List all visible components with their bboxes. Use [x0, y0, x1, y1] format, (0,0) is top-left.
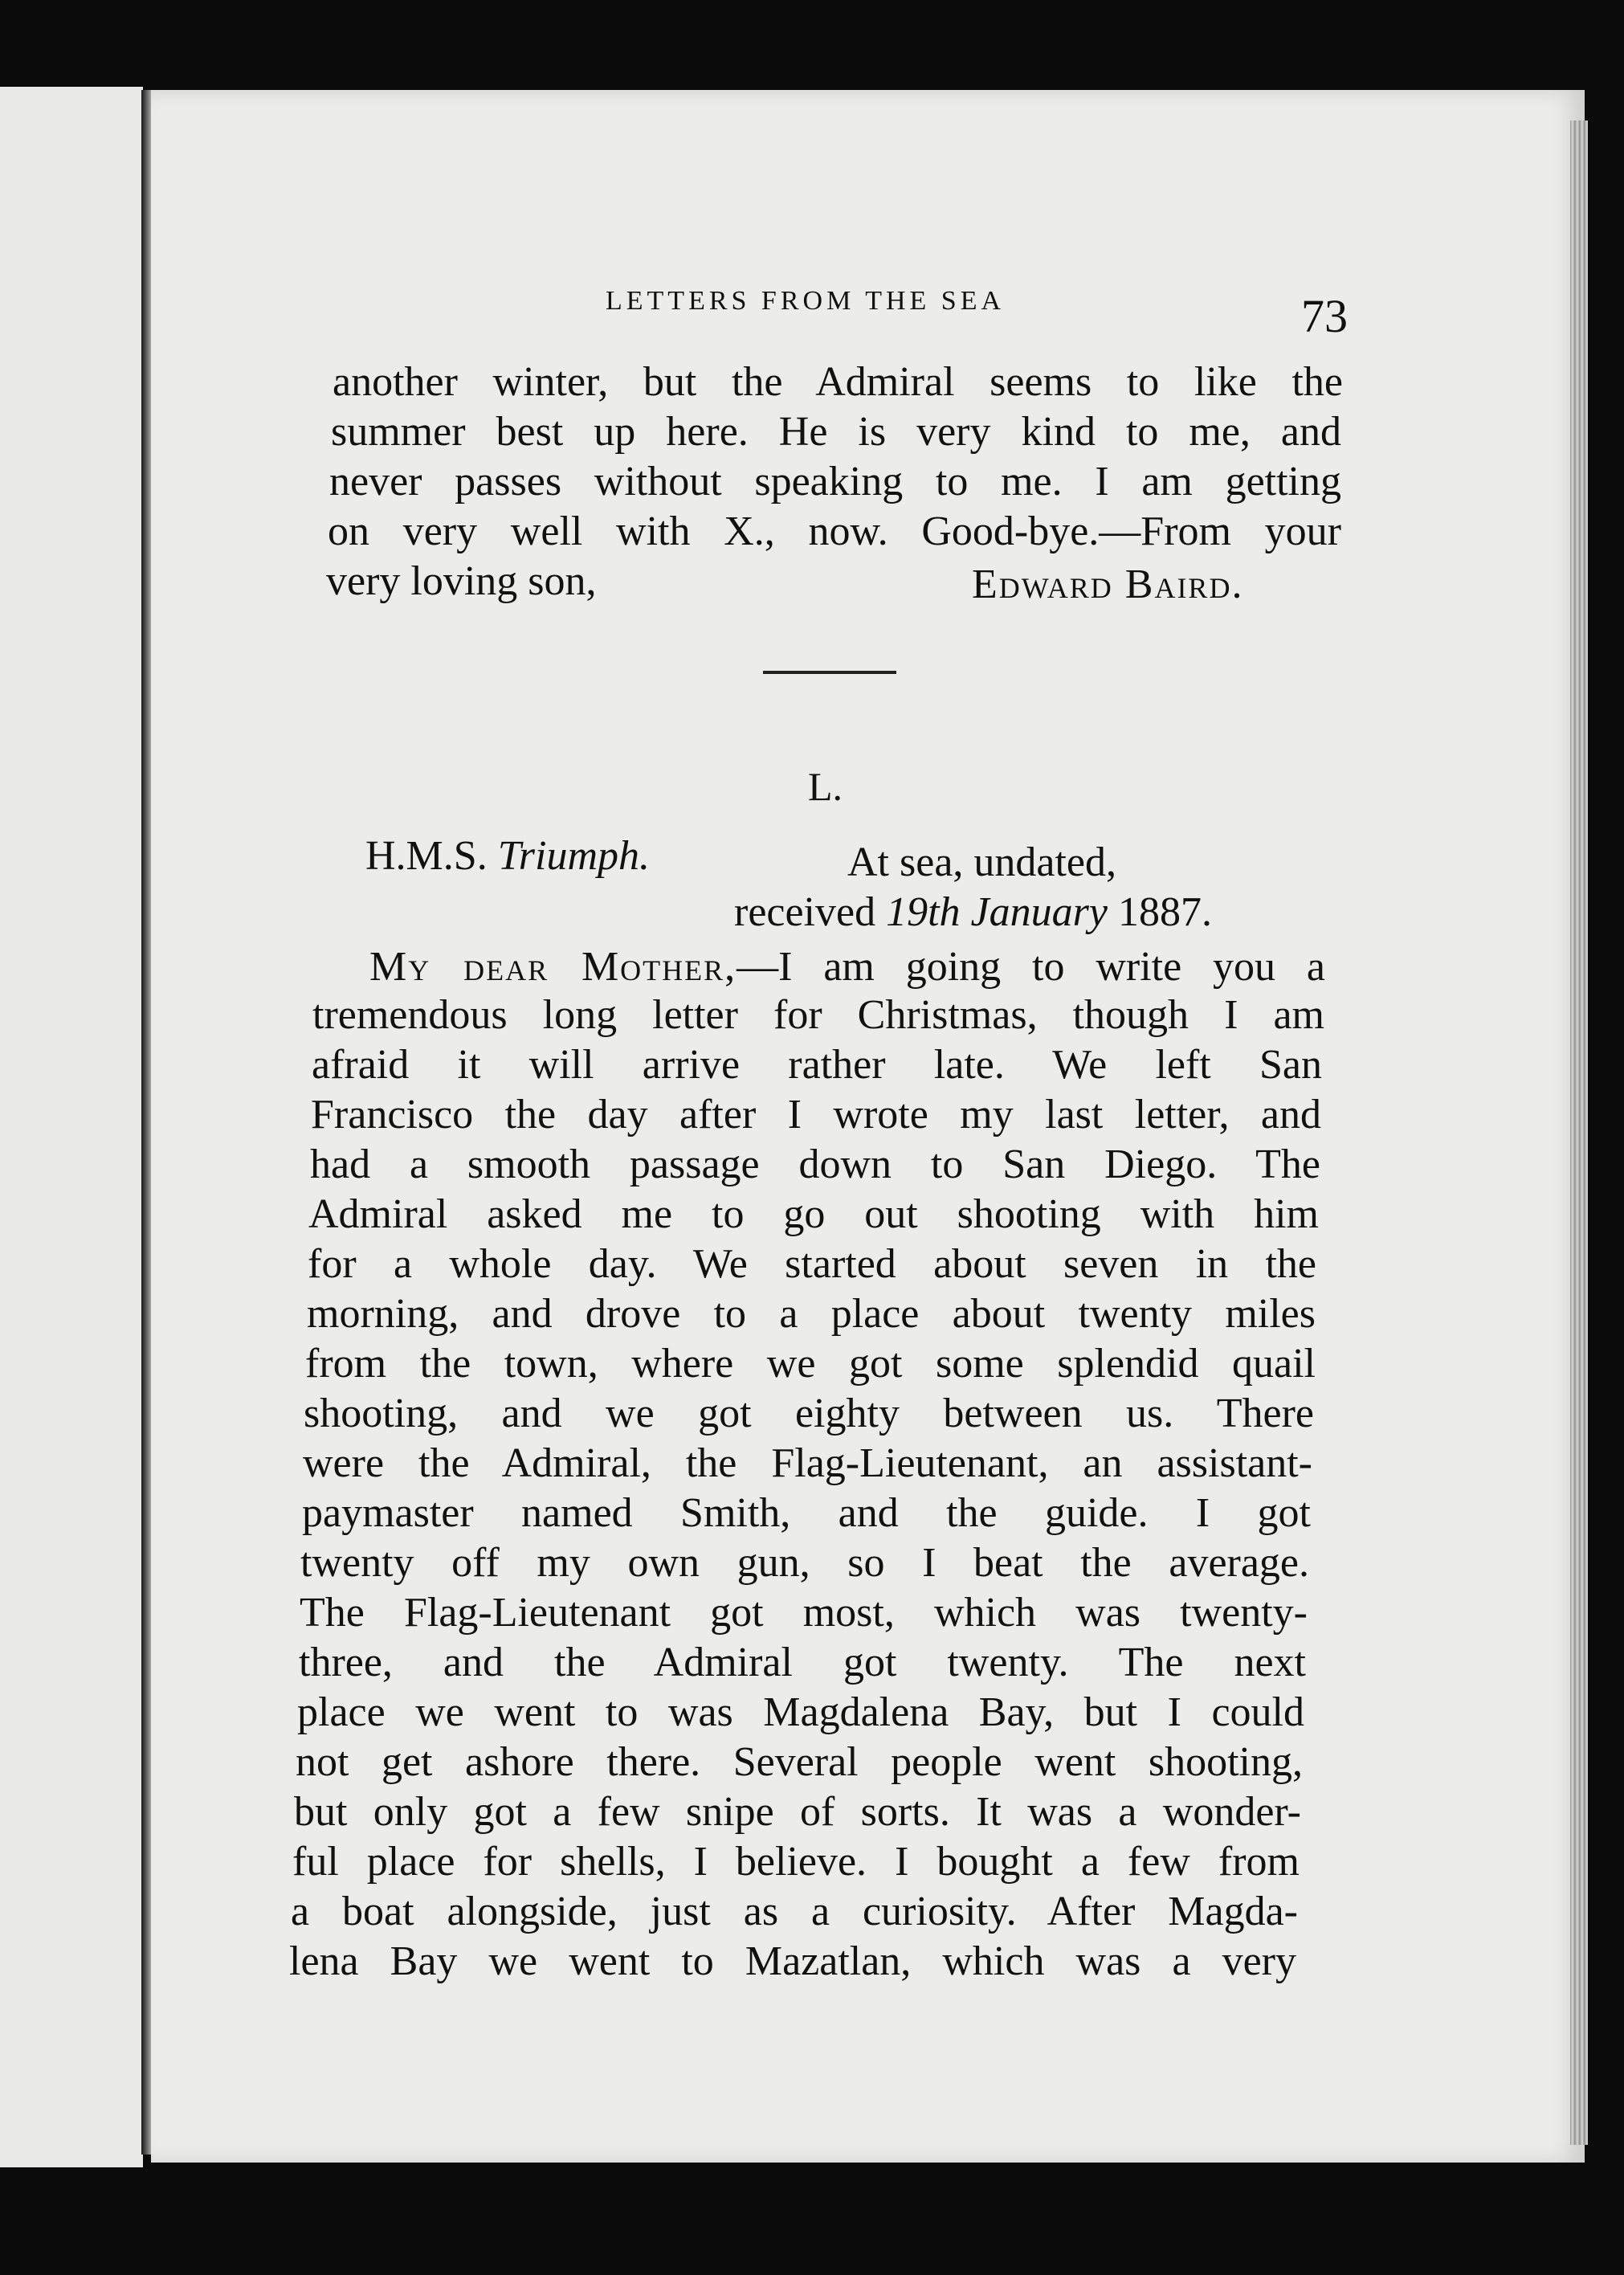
ship-prefix: H.M.S.	[365, 833, 488, 879]
text-line: another winter, but the Admiral seems to like the	[333, 359, 1343, 405]
signature: Edward Baird.	[972, 562, 1244, 607]
text-line: shooting, and we got eighty between us. There	[304, 1391, 1314, 1436]
text-line: summer best up here. He is very kind to me, and	[331, 409, 1341, 455]
text-line: place we went to was Magdalena Bay, but I could	[297, 1689, 1304, 1735]
text-line: from the town, where we got some splendid quail	[305, 1341, 1316, 1387]
text-line: not get ashore there. Several people went shooting,	[296, 1739, 1303, 1785]
text-line: for a whole day. We started about seven in the	[308, 1241, 1316, 1287]
text-line: were the Admiral, the Flag-Lieutenant, an assistant-	[303, 1440, 1312, 1486]
text-line: three, and the Admiral got twenty. The next	[299, 1640, 1306, 1685]
text-line: a boat alongside, just as a curiosity. After Magda-	[291, 1889, 1298, 1934]
text-line: twenty off my own gun, so I beat the average.	[300, 1540, 1309, 1586]
text-line: paymaster named Smith, and the guide. I got	[302, 1490, 1311, 1536]
text-line: Admiral asked me to go out shooting with him	[308, 1191, 1319, 1237]
text-line: lena Bay we went to Mazatlan, which was a very	[289, 1938, 1296, 1984]
text-line: morning, and drove to a place about twenty miles	[307, 1291, 1316, 1337]
text-line: ful place for shells, I believe. I bought a few from	[292, 1839, 1300, 1885]
salutation-rest: —I am going to write you a	[737, 944, 1325, 990]
received-prefix: received	[734, 889, 876, 935]
closing-phrase: very loving son,	[326, 558, 597, 604]
text-line: never passes without speaking to me. I am getting	[329, 459, 1341, 504]
salutation: My dear Mother,	[369, 944, 737, 990]
ship-name: Triumph.	[497, 833, 651, 879]
received-day: 19th January	[886, 889, 1108, 935]
left-page-edge	[0, 87, 143, 2167]
place-note: At sea, undated,	[847, 839, 1117, 885]
page-stack-edge	[1570, 120, 1588, 2145]
running-head: LETTERS FROM THE SEA	[606, 286, 1006, 316]
page-number: 73	[1301, 290, 1348, 342]
text-line: but only got a few snipe of sorts. It was a wonder-	[294, 1789, 1301, 1835]
received-date	[734, 889, 1212, 935]
received-year: 1887.	[1117, 889, 1212, 935]
text-line: Francisco the day after I wrote my last letter, and	[311, 1092, 1321, 1138]
section-rule	[763, 671, 896, 674]
text-line: had a smooth passage down to San Diego. The	[310, 1142, 1320, 1187]
salutation-line	[369, 946, 1325, 988]
text-line: The Flag-Lieutenant got most, which was twenty-	[300, 1590, 1308, 1636]
text-line: afraid it will arrive rather late. We left San	[312, 1042, 1322, 1088]
letter-number: L.	[808, 764, 843, 809]
ship-heading	[365, 835, 650, 877]
text-line: on very well with X., now. Good-bye.—From your	[328, 509, 1341, 554]
text-line: tremendous long letter for Christmas, though I am	[312, 992, 1324, 1038]
